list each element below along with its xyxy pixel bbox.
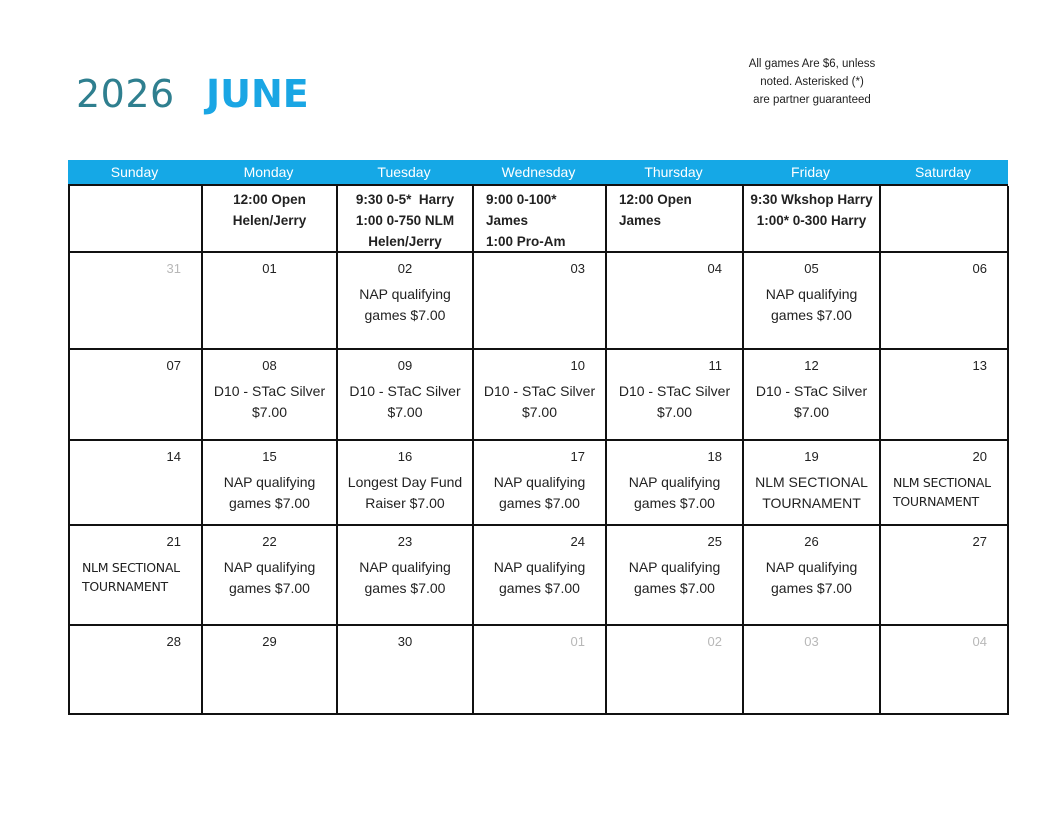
day-cell[interactable] (474, 526, 607, 626)
day-event (474, 557, 605, 599)
day-number: 27 (972, 534, 987, 549)
day-number: 28 (166, 634, 181, 649)
pricing-note-line: are partner guaranteed (753, 94, 871, 106)
day-number: 16 (397, 449, 413, 464)
pricing-note-line: noted. Asterisked (*) (760, 76, 864, 88)
recurring-schedule-line: 1:00 Pro-Am (486, 234, 566, 249)
calendar-days (68, 184, 1008, 715)
day-number: 18 (707, 449, 722, 464)
day-cell[interactable] (70, 350, 203, 441)
day-number: 23 (397, 534, 413, 549)
day-event (474, 472, 605, 514)
weekday-tuesday: Tuesday (377, 164, 431, 180)
recurring-schedule-line: 9:30 0-5* Harry (355, 192, 455, 207)
day-event-line: TOURNAMENT (893, 494, 979, 509)
day-event (607, 557, 742, 599)
day-number: 22 (262, 534, 277, 549)
recurring-schedule-cell[interactable] (474, 186, 607, 253)
day-number: 14 (166, 449, 181, 464)
day-number: 24 (570, 534, 585, 549)
day-event (893, 473, 1007, 511)
day-event-line: Longest Day Fund (347, 474, 463, 490)
recurring-schedule (474, 186, 605, 252)
day-number: 09 (397, 358, 413, 373)
day-event-line: NAP qualifying (493, 474, 586, 490)
day-event-line: $7.00 (521, 404, 558, 420)
day-event-line: games $7.00 (364, 307, 446, 323)
recurring-schedule-cell[interactable] (607, 186, 744, 253)
day-cell[interactable] (607, 350, 744, 441)
day-number: 25 (707, 534, 722, 549)
day-cell[interactable] (607, 626, 744, 715)
day-cell[interactable] (70, 626, 203, 715)
day-cell[interactable] (474, 253, 607, 350)
recurring-schedule-line: 1:00 0-750 NLM (355, 213, 455, 228)
day-event-line: NAP qualifying (359, 286, 451, 302)
day-event-line: TOURNAMENT (762, 495, 861, 511)
recurring-schedule (203, 186, 336, 231)
day-number: 13 (972, 358, 987, 373)
day-number: 26 (804, 534, 819, 549)
day-event-line: NAP qualifying (765, 559, 858, 575)
day-number: 10 (570, 358, 585, 373)
weekday-wednesday: Wednesday (501, 164, 576, 180)
weekday-monday: Monday (243, 164, 294, 180)
recurring-schedule-line: 9:00 0-100* (486, 192, 557, 207)
recurring-schedule-cell[interactable] (744, 186, 881, 253)
day-cell[interactable] (607, 253, 744, 350)
recurring-schedule-cell[interactable] (203, 186, 338, 253)
day-event-line: games $7.00 (499, 580, 580, 596)
day-event (203, 557, 336, 599)
day-event-line: NLM SECTIONAL (82, 560, 180, 575)
recurring-schedule-line: James (619, 213, 662, 228)
day-number: 20 (972, 449, 987, 464)
recurring-schedule-cell[interactable] (70, 186, 203, 253)
day-number: 03 (570, 261, 585, 276)
day-cell[interactable] (474, 626, 607, 715)
day-cell[interactable] (338, 526, 474, 626)
day-number: 06 (972, 261, 987, 276)
day-number: 07 (166, 358, 181, 373)
day-event-line: NLM SECTIONAL (893, 475, 991, 490)
day-number: 30 (397, 634, 413, 649)
day-event (82, 558, 201, 596)
calendar-month: JUNE (206, 72, 309, 116)
recurring-schedule-line: 9:30 Wkshop Harry (750, 192, 873, 207)
day-number: 31 (166, 261, 181, 276)
day-event (203, 472, 336, 514)
day-event (338, 557, 472, 599)
day-number: 11 (708, 358, 722, 373)
recurring-schedule-cell[interactable] (881, 186, 1009, 253)
recurring-schedule-line: 1:00* 0-300 Harry (756, 213, 867, 228)
recurring-schedule (70, 186, 201, 189)
day-cell[interactable] (607, 526, 744, 626)
day-cell[interactable] (338, 626, 474, 715)
day-number: 02 (707, 634, 722, 649)
day-cell[interactable] (881, 626, 1009, 715)
day-number: 15 (262, 449, 277, 464)
day-cell[interactable] (203, 441, 338, 526)
day-cell[interactable] (338, 441, 474, 526)
day-number: 01 (262, 261, 277, 276)
day-event-line: games $7.00 (771, 580, 852, 596)
day-cell[interactable] (607, 441, 744, 526)
day-cell[interactable] (881, 526, 1009, 626)
day-event-line: Raiser $7.00 (365, 495, 445, 511)
day-cell[interactable] (338, 350, 474, 441)
day-number: 02 (397, 261, 413, 276)
day-event-line: NAP qualifying (223, 474, 316, 490)
day-event-line: D10 - STaC Silver (213, 383, 326, 399)
day-event-line: NAP qualifying (628, 559, 721, 575)
day-cell[interactable] (338, 253, 474, 350)
day-number: 04 (972, 634, 987, 649)
day-cell[interactable] (70, 441, 203, 526)
day-cell[interactable] (744, 626, 881, 715)
weekday-thursday: Thursday (644, 164, 703, 180)
calendar-grid (68, 160, 1008, 715)
day-event-line: NAP qualifying (493, 559, 586, 575)
day-event-line: games $7.00 (634, 495, 715, 511)
day-event-line: games $7.00 (229, 495, 310, 511)
pricing-note-line: All games Are $6, unless (748, 58, 876, 70)
recurring-schedule-line: 12:00 Open (233, 192, 306, 207)
day-cell[interactable] (744, 526, 881, 626)
day-event-line: NAP qualifying (223, 559, 316, 575)
day-event-line: D10 - STaC Silver (483, 383, 596, 399)
day-event-line: NAP qualifying (628, 474, 721, 490)
day-event-line: D10 - STaC Silver (618, 383, 731, 399)
day-event-line: games $7.00 (634, 580, 715, 596)
day-number: 17 (570, 449, 585, 464)
day-cell[interactable] (474, 441, 607, 526)
day-cell[interactable] (881, 350, 1009, 441)
day-event-line: games $7.00 (499, 495, 580, 511)
calendar-year: 2026 (76, 72, 175, 116)
day-event-line: NLM SECTIONAL (755, 474, 868, 490)
day-cell[interactable] (744, 441, 881, 526)
day-cell[interactable] (881, 441, 1009, 526)
recurring-schedule-line: James (486, 213, 529, 228)
day-event (744, 557, 879, 599)
weekday-saturday: Saturday (914, 164, 972, 180)
day-cell[interactable] (70, 253, 203, 350)
day-number: 05 (804, 261, 819, 276)
day-number: 08 (262, 358, 277, 373)
day-cell[interactable] (203, 253, 338, 350)
recurring-schedule (338, 186, 472, 252)
day-number: 12 (804, 358, 819, 373)
day-cell[interactable] (744, 350, 881, 441)
day-event (338, 284, 472, 326)
day-event-line: games $7.00 (771, 307, 852, 323)
day-cell[interactable] (203, 350, 338, 441)
day-event-line: $7.00 (387, 404, 423, 420)
day-cell[interactable] (70, 526, 203, 626)
day-event-line: $7.00 (251, 404, 288, 420)
day-number: 21 (166, 534, 181, 549)
day-event (607, 381, 742, 423)
recurring-schedule-line: Helen/Jerry (232, 213, 307, 228)
day-event-line: D10 - STaC Silver (349, 383, 461, 399)
day-cell[interactable] (474, 350, 607, 441)
day-event (338, 381, 472, 423)
recurring-schedule (881, 186, 1007, 189)
pricing-note (730, 55, 894, 109)
recurring-schedule (744, 186, 879, 231)
day-number: 19 (804, 449, 819, 464)
day-event (607, 472, 742, 514)
day-event-line: TOURNAMENT (82, 579, 168, 594)
day-event-line: $7.00 (793, 404, 830, 420)
day-event-line: NAP qualifying (765, 286, 858, 302)
day-event (338, 472, 472, 514)
day-number: 04 (707, 261, 722, 276)
recurring-schedule (607, 186, 742, 231)
day-cell[interactable] (881, 253, 1009, 350)
day-event-line: D10 - STaC Silver (755, 383, 868, 399)
day-number: 01 (570, 634, 585, 649)
day-cell[interactable] (744, 253, 881, 350)
recurring-schedule-line: 12:00 Open (619, 192, 692, 207)
day-event (744, 472, 879, 514)
day-event (203, 381, 336, 423)
day-event (474, 381, 605, 423)
day-number: 03 (804, 634, 819, 649)
day-event (744, 381, 879, 423)
recurring-schedule-cell[interactable] (338, 186, 474, 253)
recurring-schedule-line: Helen/Jerry (368, 234, 442, 249)
day-event-line: games $7.00 (229, 580, 310, 596)
day-event (744, 284, 879, 326)
day-event-line: $7.00 (656, 404, 693, 420)
day-cell[interactable] (203, 626, 338, 715)
day-number: 29 (262, 634, 277, 649)
day-event-line: NAP qualifying (359, 559, 451, 575)
weekday-header-row (68, 160, 1008, 184)
weekday-friday: Friday (791, 164, 830, 180)
day-event-line: games $7.00 (364, 580, 446, 596)
weekday-sunday: Sunday (110, 164, 159, 180)
day-cell[interactable] (203, 526, 338, 626)
